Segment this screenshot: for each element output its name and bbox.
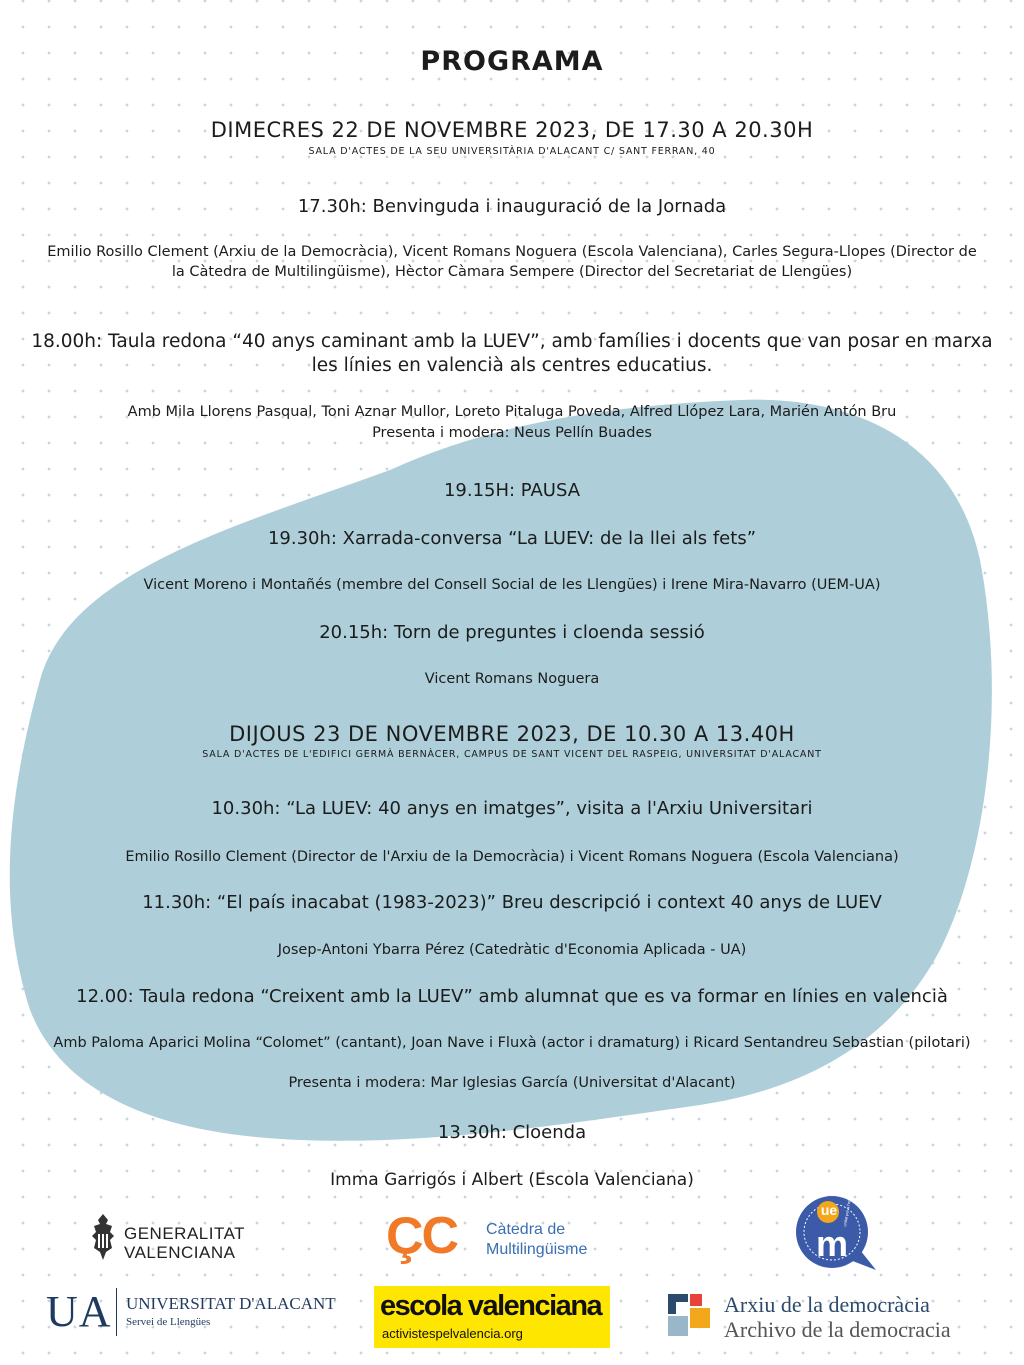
- generalitat-line2: VALENCIANA: [124, 1243, 236, 1262]
- event-title: 12.00: Taula redona “Creixent amb la LUEV” amb alumnat que es va formar en línies en valencià: [76, 986, 948, 1007]
- event-people: Emilio Rosillo Clement (Director de l'Arxiu de la Democràcia) i Vicent Romans Noguera (Escola Valenciana): [125, 849, 899, 865]
- event-title: 11.30h: “El país inacabat (1983-2023)” Breu descripció i context 40 anys de LUEV: [142, 892, 882, 913]
- event-people: Emilio Rosillo Clement (Arxiu de la Democràcia), Vicent Romans Noguera (Escola Valenciana), Carles Segura-Llopes (Director de la Càtedra de Multilingüisme), Hèctor Càmara Sempere (Director del Secretariat de Llengües): [47, 244, 977, 280]
- catedra-line1: Càtedra de: [486, 1221, 566, 1238]
- catedra-mark: ÇC: [386, 1207, 458, 1265]
- event-moderator: Presenta i modera: Mar Iglesias García (Universitat d'Alacant): [288, 1075, 736, 1091]
- event-title: 10.30h: “La LUEV: 40 anys en imatges”, visita a l'Arxiu Universitari: [211, 798, 813, 819]
- catedra-multilinguisme-logo: [386, 1207, 616, 1268]
- escola-url: activistespelvalencia.org: [382, 1326, 523, 1341]
- catedra-line2: Multilingüisme: [486, 1241, 588, 1258]
- event-title: 13.30h: Cloenda: [437, 1122, 587, 1143]
- ua-name: UNIVERSITAT D'ALACANT: [126, 1294, 336, 1313]
- event-people: Vicent Romans Noguera: [424, 671, 600, 687]
- generalitat-valenciana-logo: [88, 1212, 258, 1264]
- event-title: 18.00h: Taula redona “40 anys caminant amb la LUEV”, amb famílies i docents que van posar en marxa les línies en valencià als centres educatius.: [31, 331, 993, 376]
- event-title: 19.15H: PAUSA: [443, 480, 581, 501]
- generalitat-line1: GENERALITAT: [124, 1224, 246, 1243]
- event-moderator: Presenta i modera: Neus Pellín Buades: [372, 425, 652, 441]
- ua-sub: Servei de Llengües: [126, 1316, 211, 1328]
- event-people: Vicent Moreno i Montañés (membre del Consell Social de les Llengües) i Irene Mira-Navarro (UEM-UA): [143, 577, 881, 593]
- event-people: Amb Mila Llorens Pasqual, Toni Aznar Mullor, Loreto Pitaluga Poveda, Alfred Llópez Lara, Marién Antón Bru: [127, 404, 897, 420]
- uem-bottom: m: [815, 1223, 848, 1264]
- uem-ring-text: unitat per a l'educació multilingüe: [842, 1167, 858, 1227]
- event-title: 19.30h: Xarrada-conversa “La LUEV: de la llei als fets”: [267, 528, 757, 549]
- event-people: Josep-Antoni Ybarra Pérez (Catedràtic d'Economia Aplicada - UA): [277, 942, 747, 958]
- day1-heading: DIMECRES 22 DE NOVEMBRE 2023, DE 17.30 A 20.30H: [210, 118, 814, 142]
- arxiu-line1: Arxiu de la democràcia: [724, 1292, 930, 1317]
- arxiu-squares-icon: [668, 1294, 714, 1340]
- page-title: PROGRAMA: [420, 46, 604, 77]
- ua-mark: UA: [46, 1287, 112, 1336]
- event-people: Amb Paloma Aparici Molina “Colomet” (cantant), Joan Nave i Fluxà (actor i dramaturg) i Ricard Sentandreu Sebastian (pilotari): [53, 1035, 971, 1051]
- day2-venue: SALA D'ACTES DE L'EDIFICI GERMÀ BERNÀCER, CAMPUS DE SANT VICENT DEL RASPEIG, UNIVERSITAT D'ALACANT: [202, 749, 822, 760]
- uem-logo: [790, 1167, 880, 1272]
- escola-name: escola valenciana: [380, 1290, 602, 1322]
- ua-divider: [116, 1288, 117, 1336]
- universitat-alacant-logo: [46, 1286, 346, 1342]
- day1-venue: SALA D'ACTES DE LA SEU UNIVERSITÀRIA D'ALACANT C/ SANT FERRAN, 40: [308, 146, 716, 157]
- coat-of-arms-icon: [88, 1212, 118, 1262]
- event-title: 20.15h: Torn de preguntes i cloenda sessió: [319, 622, 705, 643]
- escola-valenciana-logo: [374, 1286, 610, 1348]
- day2-heading: DIJOUS 23 DE NOVEMBRE 2023, DE 10.30 A 13.40H: [229, 722, 795, 746]
- arxiu-democracia-logo: [668, 1290, 998, 1346]
- event-title: 17.30h: Benvinguda i inauguració de la Jornada: [297, 196, 727, 217]
- uem-top: ue: [820, 1202, 838, 1218]
- event-people: Imma Garrigós i Albert (Escola Valenciana): [330, 1170, 694, 1190]
- arxiu-line2: Archivo de la democracia: [724, 1317, 951, 1342]
